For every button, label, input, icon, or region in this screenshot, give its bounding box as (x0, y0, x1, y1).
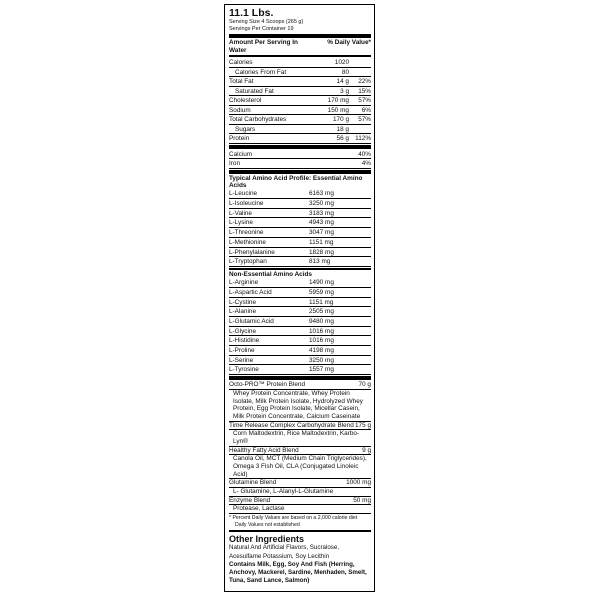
amino-label: L-Isoleucine (229, 200, 264, 208)
amino-label: L-Phenylalanine (229, 248, 275, 256)
amino-label: L-Glutamic Acid (229, 318, 274, 326)
nutrient-label: Calories From Fat (235, 68, 287, 76)
blend-amount: 1000 mg (346, 479, 371, 487)
amino-amount: 813 mg (309, 258, 331, 266)
amino-label: L-Tyrosine (229, 366, 259, 374)
blend-header (229, 447, 371, 456)
nutrient-amount: 18 g (336, 125, 349, 133)
nutrient-daily-value: 57% (358, 116, 371, 123)
blend-header (229, 479, 371, 488)
amino-row (229, 336, 371, 346)
amino-label: L-Proline (229, 347, 255, 355)
amino-row (229, 346, 371, 356)
amino-amount: 4943 mg (309, 219, 334, 227)
blend-label: Healthy Fatty Acid Blend (229, 446, 299, 454)
amino-amount: 9480 mg (309, 318, 334, 326)
nutrient-row (229, 77, 371, 87)
blend-list (229, 381, 371, 514)
blend-label: Enzyme Blend (229, 496, 271, 504)
mineral-list (229, 150, 371, 169)
blend-ingredients: Protease, Lactase (229, 505, 371, 514)
nutrient-daily-value: 57% (358, 97, 371, 104)
nutrient-amount: 150 mg (327, 106, 349, 114)
nutrient-label: Sodium (229, 106, 251, 114)
amino-label: L-Cystine (229, 298, 256, 306)
divider (229, 145, 371, 149)
amino-row (229, 298, 371, 308)
nutrient-label: Cholesterol (229, 97, 262, 104)
amino-row (229, 327, 371, 337)
amino-label: L-Lysine (229, 219, 253, 227)
amino-label: L-Alanine (229, 308, 257, 316)
amino-row (229, 257, 371, 267)
non-essential-amino-list (229, 278, 371, 375)
amino-row (229, 288, 371, 298)
other-ingredients-text: Natural And Artificial Flavors, Sucralose, Acesulfame Potassium, Soy Lecithin (229, 544, 340, 560)
nutrient-label: Calories (229, 59, 253, 66)
blend-header (229, 497, 371, 506)
amino-amount: 1016 mg (309, 327, 334, 335)
amino-amount: 1490 mg (309, 279, 334, 287)
footnote-not-established: Daily Values not established (235, 521, 300, 528)
nutrient-daily-value: 6% (361, 106, 371, 114)
nutrient-row (229, 96, 371, 106)
blend-ingredients: Corn Maltodextrin, Rice Maltodextrin, Karbo-Lyn® (229, 430, 371, 446)
nutrient-daily-value: 22% (358, 78, 371, 85)
allergen-statement: Contains Milk, Egg, Soy And Fish (Herring, Anchovy, Mackerel, Sardine, Menhaden, Smelt, Tuna, Sand Lance, Salmon) (229, 560, 367, 584)
blend-label: Octo-PRO™ Protein Blend (229, 381, 306, 389)
divider (229, 268, 371, 270)
mineral-row (229, 150, 371, 160)
blend-ingredients: Canola Oil, MCT (Medium Chain Triglycerides), Omega 3 Fish Oil, CLA (Conjugated Linoleic Acid) (229, 455, 371, 479)
amino-amount: 1151 mg (309, 298, 334, 306)
mineral-daily-value: 40% (358, 150, 371, 158)
blend (229, 447, 371, 480)
nutrient-amount: 170 g (333, 116, 349, 123)
nutrient-amount: 170 mg (327, 97, 349, 104)
amino-row (229, 189, 371, 199)
amino-row (229, 317, 371, 327)
amino-amount: 1151 mg (309, 238, 334, 246)
amino-amount: 4198 mg (309, 347, 334, 355)
amino-amount: 3183 mg (309, 209, 334, 217)
nutrient-label: Total Carbohydrates (229, 116, 287, 123)
amino-row (229, 199, 371, 209)
other-ingredients-heading: Other Ingredients (229, 533, 305, 544)
nutrient-amount: 1020 (334, 59, 349, 66)
supplement-facts-panel (224, 4, 375, 592)
blend-amount: 70 g (358, 381, 371, 389)
essential-amino-list (229, 189, 371, 267)
amino-row (229, 248, 371, 258)
blend-header (229, 381, 371, 390)
nutrient-amount: 80 (341, 68, 349, 76)
amino-amount: 3250 mg (309, 200, 334, 208)
nutrient-daily-value: 112% (355, 135, 371, 142)
amount-header: Amount Per Serving In Water (229, 38, 298, 54)
blend-label: Time Release Complex Carbohydrate Blend (229, 421, 354, 429)
blend (229, 422, 371, 447)
servings-per-container: Servings Per Container 19 (229, 25, 294, 32)
non-essential-amino-title: Non-Essential Amino Acids (229, 270, 312, 278)
amino-amount: 1016 mg (309, 337, 334, 345)
product-weight: 11.1 Lbs. (229, 7, 274, 19)
nutrient-daily-value: 15% (358, 87, 371, 95)
amino-label: L-Glycine (229, 327, 256, 335)
divider (229, 530, 371, 532)
blend (229, 497, 371, 514)
nutrient-label: Sugars (235, 125, 256, 133)
amino-label: L-Serine (229, 356, 254, 364)
amino-amount: 6163 mg (309, 190, 334, 198)
daily-value-header: % Daily Value* (327, 38, 371, 46)
mineral-row (229, 159, 371, 169)
nutrient-row (229, 58, 371, 68)
serving-size: Serving Size 4 Scoops (265 g) (229, 19, 304, 26)
amino-label: L-Threonine (229, 229, 264, 237)
blend-ingredients: L- Glutamine, L-Alanyl-L-Glutamine (229, 488, 371, 497)
footnote-percent: * Percent Daily Values are based on a 2,000 calorie diet (229, 515, 358, 522)
amino-amount: 5959 mg (309, 288, 334, 296)
amino-row (229, 228, 371, 238)
amino-row (229, 307, 371, 317)
amino-label: L-Leucine (229, 190, 258, 198)
nutrient-label: Saturated Fat (235, 87, 274, 95)
blend-amount: 9 g (362, 446, 371, 454)
nutrient-list (229, 58, 371, 144)
divider (229, 170, 371, 174)
nutrient-label: Total Fat (229, 78, 254, 85)
essential-amino-title: Typical Amino Acid Profile: Essential Amino Acids (229, 174, 363, 190)
mineral-label: Calcium (229, 150, 253, 158)
nutrient-row (229, 125, 371, 135)
nutrient-row (229, 134, 371, 144)
nutrient-amount: 56 g (336, 135, 349, 142)
divider (229, 376, 371, 380)
amino-label: L-Aspartic Acid (229, 288, 272, 296)
amino-row (229, 278, 371, 288)
nutrient-row (229, 106, 371, 116)
nutrient-row (229, 87, 371, 97)
blend-amount: 175 g (355, 421, 371, 429)
amino-amount: 2505 mg (309, 308, 334, 316)
amino-row (229, 209, 371, 219)
amino-row (229, 238, 371, 248)
amino-amount: 3250 mg (309, 356, 334, 364)
divider (229, 34, 371, 38)
amino-row (229, 356, 371, 366)
amino-amount: 1557 mg (309, 366, 334, 374)
nutrient-row (229, 68, 371, 78)
divider (229, 55, 371, 57)
nutrient-amount: 14 g (336, 78, 349, 85)
blend-amount: 50 mg (353, 496, 371, 504)
amino-amount: 3047 mg (309, 229, 334, 237)
mineral-daily-value: 4% (361, 160, 371, 167)
amino-label: L-Methionine (229, 238, 266, 246)
amino-label: L-Arginine (229, 279, 259, 287)
blend-label: Glutamine Blend (229, 479, 277, 487)
blend-header (229, 422, 371, 431)
amino-label: L-Valine (229, 209, 252, 217)
nutrient-label: Protein (229, 135, 250, 142)
mineral-label: Iron (229, 160, 241, 167)
amino-amount: 1828 mg (309, 248, 334, 256)
blend-ingredients: Whey Protein Concentrate, Whey Protein Isolate, Milk Protein Isolate, Hydrolyzed Whey Protein, Egg Protein Isolate, Micellar Casein, Milk Protein Concentrate, Calcium Caseinate (229, 390, 371, 422)
nutrient-amount: 3 g (340, 87, 349, 95)
blend (229, 479, 371, 496)
amino-row (229, 365, 371, 375)
nutrient-row (229, 115, 371, 125)
amino-label: L-Tryptophan (229, 258, 267, 266)
amino-row (229, 218, 371, 228)
amino-label: L-Histidine (229, 337, 260, 345)
blend (229, 381, 371, 421)
column-header (229, 39, 371, 54)
